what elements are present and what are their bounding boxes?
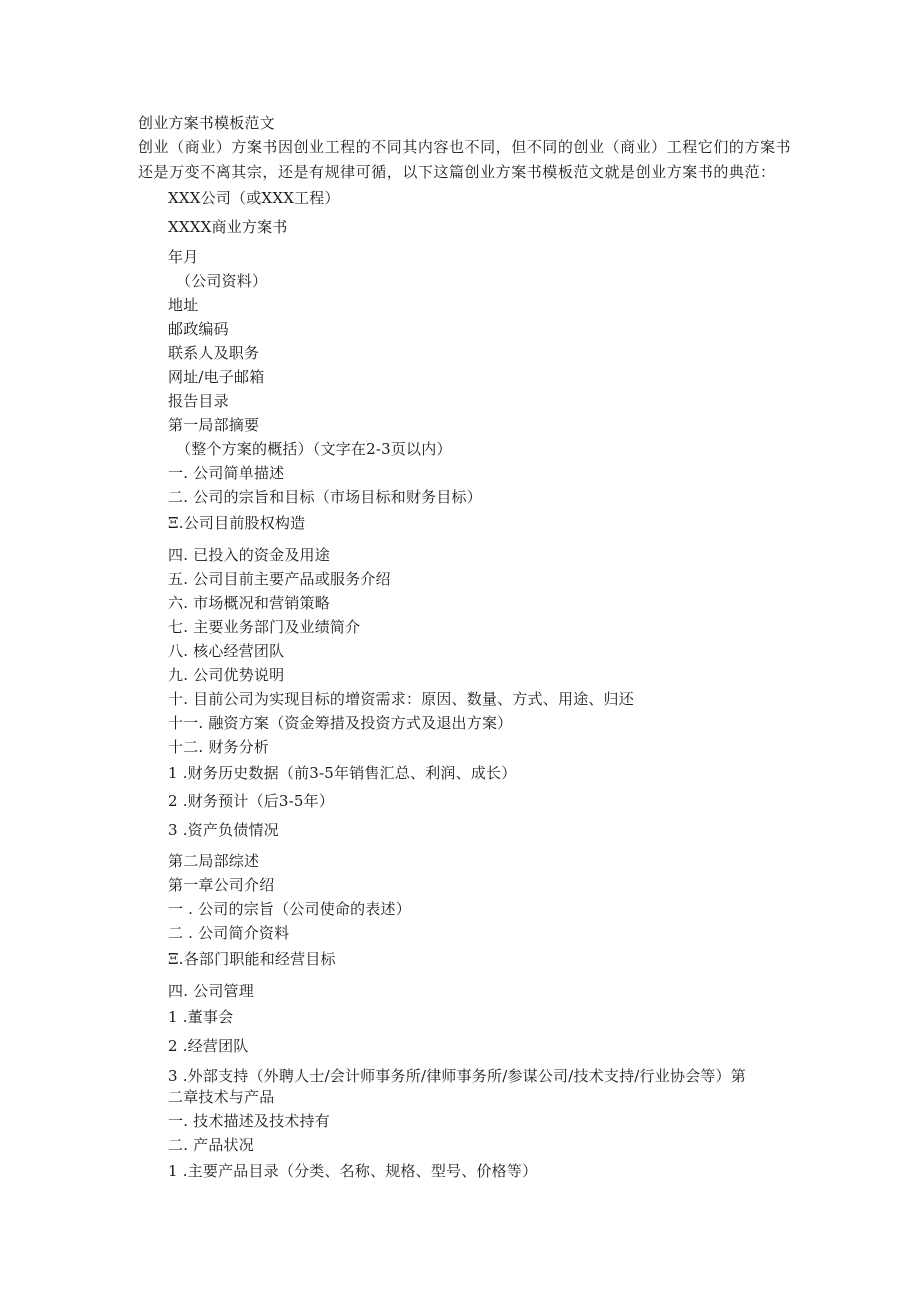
chapter-item: 二. 产品状况 (168, 1136, 254, 1154)
company-name: XXX公司（或XXX工程） (168, 189, 340, 207)
toc-item: 六. 市场概况和营销策略 (168, 594, 330, 612)
chapter-item: 一 . 公司的宗旨（公司使命的表述） (168, 900, 411, 918)
chapter-two-heading-continuation: 二章技术与产品 (168, 1088, 275, 1106)
chapter-item: 四. 公司管理 (168, 982, 254, 1000)
intro-paragraph-line-1: 创业（商业）方案书因创业工程的不同其内容也不同，但不同的创业（商业）工程它们的方案书 (138, 138, 792, 156)
toc-item: 九. 公司优势说明 (168, 666, 285, 684)
part-one-heading: 第一局部摘要 (168, 416, 260, 434)
chapter-subitem: 1 .董事会 (168, 1008, 234, 1026)
toc-item: 二. 公司的宗旨和目标（市场目标和财务目标） (168, 488, 482, 506)
summary-note: （整个方案的概括）（文字在2-3页以内） (176, 440, 452, 458)
intro-paragraph-line-2: 还是万变不离其宗，还是有规律可循，以下这篇创业方案书模板范文就是创业方案书的典范： (138, 163, 776, 181)
chapter-subitem: 1 .主要产品目录（分类、名称、规格、型号、价格等） (168, 1162, 538, 1180)
toc-subitem: 1 .财务历史数据（前3-5年销售汇总、利润、成长） (168, 764, 517, 782)
chapter-one-heading: 第一章公司介绍 (168, 876, 275, 894)
part-two-heading: 第二局部综述 (168, 852, 260, 870)
toc-item: 五. 公司目前主要产品或服务介绍 (168, 570, 391, 588)
chapter-item: 二 . 公司简介资料 (168, 924, 290, 942)
date-line: 年月 (168, 248, 199, 266)
toc-item: 十. 目前公司为实现目标的增资需求：原因、数量、方式、用途、归还 (168, 690, 634, 708)
chapter-subitem: 2 .经营团队 (168, 1037, 249, 1055)
toc-item: 四. 已投入的资金及用途 (168, 546, 330, 564)
toc-item: 一. 公司简单描述 (168, 464, 285, 482)
toc-subitem: 3 .资产负债情况 (168, 821, 279, 839)
chapter-subitem: 3 .外部支持（外聘人士/会计师事务所/律师事务所/参谋公司/技术支持/行业协会等）第 (168, 1067, 746, 1085)
website-email-line: 网址/电子邮箱 (168, 368, 265, 386)
address-line: 地址 (168, 296, 199, 314)
document-title: 创业方案书模板范文 (138, 114, 275, 132)
plan-title: XXXX商业方案书 (168, 218, 288, 236)
toc-item: 十一. 融资方案（资金筹措及投资方式及退出方案） (168, 714, 513, 732)
toc-item: 八. 核心经营团队 (168, 642, 285, 660)
toc-item: Ξ.公司目前股权构造 (168, 514, 306, 532)
toc-item: 十二. 财务分析 (168, 738, 270, 756)
toc-subitem: 2 .财务预计（后3-5年） (168, 792, 335, 810)
company-info-heading: （公司资料） (176, 272, 268, 290)
contact-line: 联系人及职务 (168, 344, 260, 362)
chapter-item: Ξ.各部门职能和经营目标 (168, 950, 336, 968)
report-contents-heading: 报告目录 (168, 392, 229, 410)
chapter-item: 一. 技术描述及技术持有 (168, 1112, 330, 1130)
toc-item: 七. 主要业务部门及业绩简介 (168, 618, 361, 636)
postal-code-line: 邮政编码 (168, 320, 229, 338)
